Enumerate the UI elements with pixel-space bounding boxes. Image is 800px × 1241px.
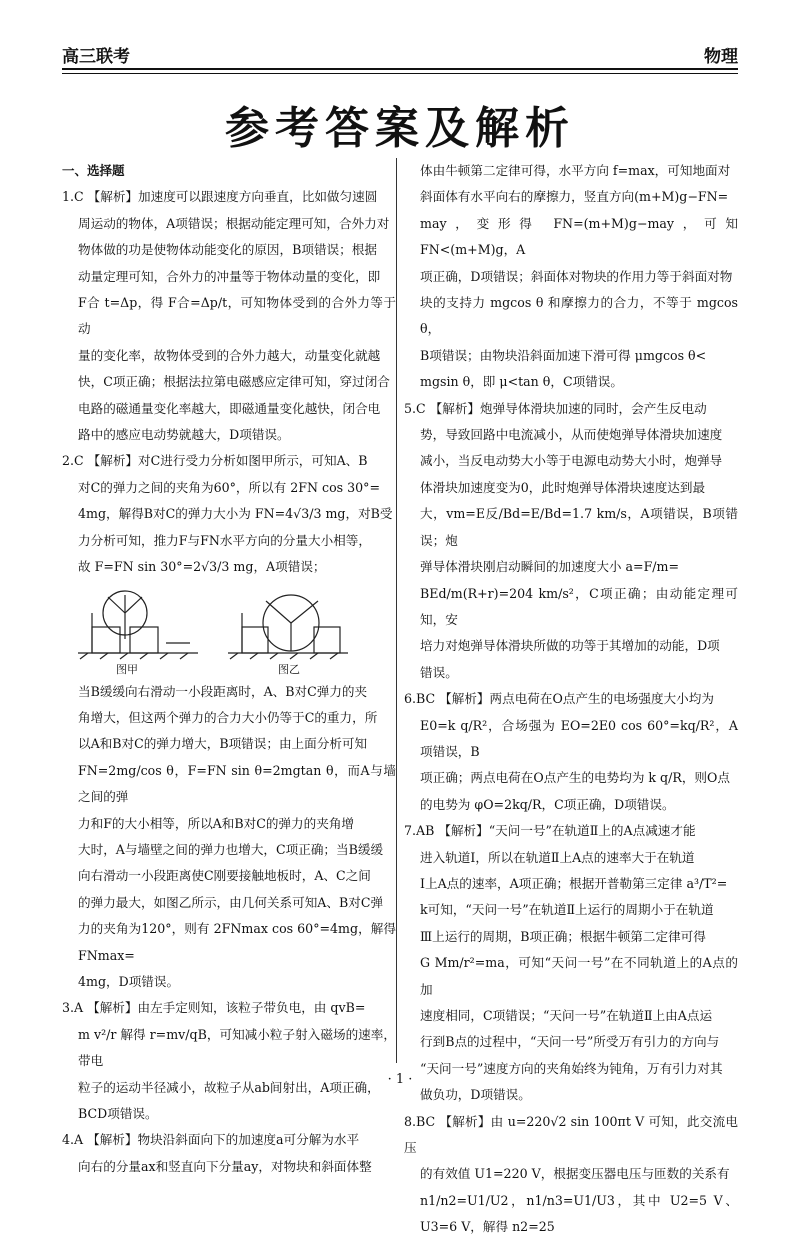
text-line: n1/n2=U1/U2，n1/n3=U1/U3，其中 U2=5 V、U3=6 V，解得 n2=25 <box>420 1192 738 1235</box>
page-number: · 1 · <box>387 1072 413 1087</box>
text-line: 动量定理可知，合外力的冲量等于物体动量的变化，即 <box>78 268 381 284</box>
text-line: 对C的弹力之间的夹角为60°，所以有 2FN cos 30°= <box>78 479 381 495</box>
header-right: 物理 <box>704 47 738 67</box>
text-line: k可知，“天问一号”在轨道Ⅱ上运行的周期小于在轨道 <box>420 902 714 918</box>
text-line: m v²/r 解得 r=mv/qB，可知减小粒子射入磁场的速率，带电 <box>78 1026 396 1069</box>
text-line: 减小，当反电动势大小等于电源电动势大小时，炮弹导 <box>420 453 723 469</box>
text-line: 势，导致回路中电流减小，从而使炮弹导体滑块加速度 <box>420 427 723 443</box>
text-line: E0=k q/R²，合场强为 EO=2E0 cos 60°=kq/R²，A项错误，B <box>420 717 738 759</box>
text-line: 进入轨道Ⅰ，所以在轨道Ⅱ上A点的速率大于在轨道 <box>420 849 695 865</box>
page-header <box>62 38 738 70</box>
text-line: Ⅰ上A点的速率，A项正确；根据开普勒第三定律 a³/T²= <box>420 875 728 891</box>
text-line: 力分析可知，推力F与FN水平方向的分量大小相等， <box>78 532 371 548</box>
text-line: 项正确，D项错误；斜面体对物块的作用力等于斜面对物 <box>420 268 733 284</box>
left-column <box>62 158 396 1174</box>
figure-b-drawing <box>228 595 348 659</box>
text-line: 角增大，但这两个弹力的合力大小仍等于C的重力，所 <box>78 709 378 725</box>
text-line: 6.BC 【解析】两点电荷在O点产生的电场强度大小均为 <box>404 691 714 707</box>
text-line: 斜面体有水平向右的摩擦力，竖直方向(m+M)g−FN= <box>420 189 729 205</box>
text-line: 力的夹角为120°，则有 2FNmax cos 60°=4mg，解得 FNmax= <box>78 921 396 963</box>
text-line: 4.A 【解析】物块沿斜面向下的加速度a可分解为水平 <box>62 1132 360 1148</box>
text-line: 向右滑动一小段距离使C刚要接触地板时，A、C之间 <box>78 868 371 884</box>
text-line: 1.C 【解析】加速度可以跟速度方向垂直，比如做匀速圆 <box>62 189 378 205</box>
text-line: 大时，A与墙壁之间的弹力也增大，C项正确；当B缓缓 <box>78 841 384 857</box>
text-line: 向右的分量ax和竖直向下分量ay，对物块和斜面体整 <box>78 1158 372 1174</box>
text-line: 体滑块加速度变为0，此时炮弹导体滑块速度达到最 <box>420 479 706 495</box>
text-line: 7.AB 【解析】“天问一号”在轨道Ⅱ上的A点减速才能 <box>404 823 696 839</box>
text-line: 错误。 <box>420 664 458 680</box>
text-line: 速度相同，C项错误；“天问一号”在轨道Ⅱ上由A点运 <box>420 1008 713 1023</box>
text-line: 物体做的功是使物体动能变化的原因，B项错误；根据 <box>78 242 377 258</box>
text-line: 故 F=FN sin 30°=2√3/3 mg，A项错误； <box>78 559 326 575</box>
figure-b-label: 图乙 <box>278 662 300 676</box>
text-line: “天问一号”速度方向的夹角始终为钝角，万有引力对其 <box>420 1060 723 1076</box>
section-heading: 一、选择题 <box>62 163 125 178</box>
text-line: 4mg，D项错误。 <box>78 973 180 989</box>
left-column-text-a <box>62 184 396 580</box>
text-line: 路中的感应电动势就越大，D项错误。 <box>78 427 290 443</box>
text-line: 弹导体滑块刚启动瞬间的加速度大小 a=F/m= <box>420 559 680 575</box>
text-line: 体由牛顿第二定律可得，水平方向 f=max，可知地面对 <box>420 163 731 178</box>
text-line: 的电势为 φO=2kq/R，C项正确，D项错误。 <box>420 796 675 812</box>
text-line: 周运动的物体，A项错误；根据动能定理可知，合外力对 <box>78 215 390 231</box>
text-line: 粒子的运动半径减小，故粒子从ab间射出，A项正确， <box>78 1079 380 1095</box>
text-line: G Mm/r²=ma，可知“天问一号”在不同轨道上的A点的加 <box>420 955 738 997</box>
right-column <box>404 158 738 1235</box>
header-left: 高三联考 <box>62 47 130 67</box>
text-line: FN=2mg/cos θ，F=FN sin θ=2mgtan θ，而A与墙之间的弹 <box>78 762 396 805</box>
text-line: 的有效值 U1=220 V，根据变压器电压与匝数的关系有 <box>420 1166 730 1182</box>
header-rule <box>62 68 738 70</box>
force-figure <box>78 583 396 675</box>
text-line: F合 t=Δp，得 F合=Δp/t，可知物体受到的合外力等于动 <box>78 295 396 337</box>
page-title: 参考答案及解析 <box>225 103 575 154</box>
text-line: mgsin θ，即 μ<tan θ，C项错误。 <box>420 374 623 390</box>
text-line: 2.C 【解析】对C进行受力分析如图甲所示，可知A、B <box>62 453 368 469</box>
text-line: 当B缓缓向右滑动一小段距离时，A、B对C弹力的夹 <box>78 683 368 699</box>
text-line: 3.A 【解析】由左手定则知，该粒子带负电，由 qvB= <box>62 1000 366 1016</box>
text-line: 大，vm=E反/Bd=E/Bd=1.7 km/s，A项错误，B项错误；炮 <box>420 506 738 548</box>
figure-a-drawing <box>78 591 198 659</box>
text-line: Ⅲ上运行的周期，B项正确；根据牛顿第二定律可得 <box>420 928 706 944</box>
text-line: may，变形得 FN=(m+M)g−may，可知 FN<(m+M)g，A <box>420 215 738 258</box>
text-line: B项错误；由物块沿斜面加速下滑可得 μmgcos θ< <box>420 347 707 363</box>
text-line: 培力对炮弹导体滑块所做的功等于其增加的动能，D项 <box>420 638 720 654</box>
text-line: 做负功，D项错误。 <box>420 1087 531 1103</box>
text-line: 快，C项正确；根据法拉第电磁感应定律可知，穿过闭合 <box>78 374 390 390</box>
figure-a-label: 图甲 <box>116 662 138 676</box>
text-line: 力和F的大小相等，所以A和B对C的弹力的夹角增 <box>78 815 355 831</box>
header-rule-thin <box>62 73 738 74</box>
text-line: 以A和B对C的弹力增大，B项错误；由上面分析可知 <box>78 736 368 752</box>
text-line: 块的支持力 mgcos θ 和摩擦力的合力，不等于 mgcos θ， <box>420 295 738 337</box>
text-line: 行到B点的过程中，“天问一号”所受万有引力的方向与 <box>420 1034 720 1050</box>
left-column-text-b <box>62 679 396 1181</box>
text-line: 8.BC 【解析】由 u=220√2 sin 100πt V 可知，此交流电压 <box>404 1113 738 1156</box>
text-line: 4mg，解得B对C的弹力大小为 FN=4√3/3 mg，对B受 <box>78 506 393 522</box>
column-divider <box>396 158 397 1063</box>
text-line: BCD项错误。 <box>78 1106 158 1121</box>
text-line: 电路的磁通量变化率越大，即磁通量变化越快，闭合电 <box>78 400 381 416</box>
text-line: BEd/m(R+r)=204 km/s²，C项正确；由动能定理可知，安 <box>420 585 738 627</box>
text-line: 量的变化率，故物体受到的合外力越大，动量变化就越 <box>78 347 381 363</box>
text-line: 的弹力最大，如图乙所示，由几何关系可知A、B对C弹 <box>78 894 384 910</box>
text-line: 5.C 【解析】炮弹导体滑块加速的同时，会产生反电动 <box>404 400 707 416</box>
text-line: 项正确；两点电荷在O点产生的电势均为 k q/R，则O点 <box>420 770 730 786</box>
